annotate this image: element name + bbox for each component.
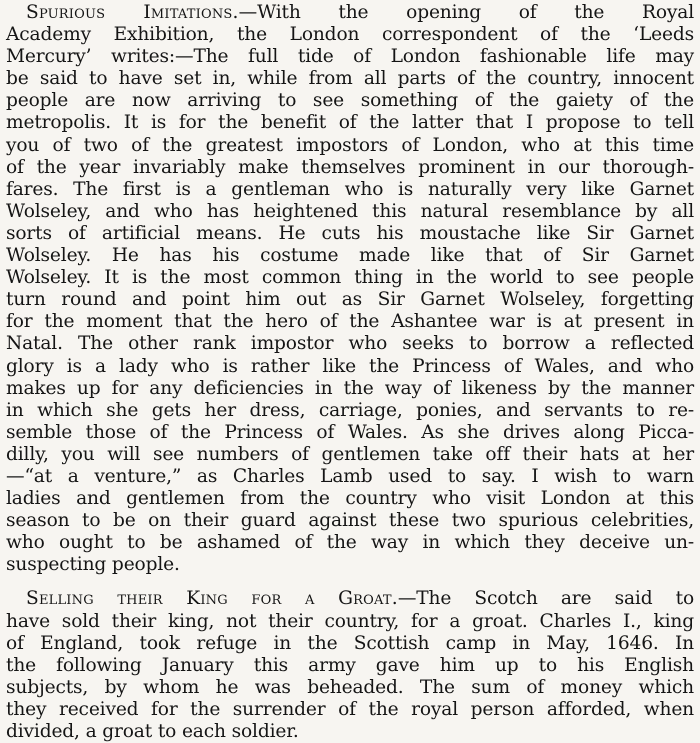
article-line: semble those of the Princess of Wales. As she drives along Picca- xyxy=(6,421,694,443)
article-line: of the year invariably make themselves prominent in our thorough- xyxy=(6,156,694,178)
article-line: Academy Exhibition, the London correspondent of the ‘Leeds xyxy=(6,24,694,46)
article-line: divided, a groat to each soldier. xyxy=(6,721,299,742)
article-line: —“at a venture,” as Charles Lamb used to say. I wish to warn xyxy=(6,465,694,487)
article-spurious-imitations xyxy=(6,2,694,576)
article-line: people are now arriving to see something of the gaiety of the xyxy=(6,90,694,112)
article-line: of England, took refuge in the Scottish camp in May, 1646. In xyxy=(6,632,694,654)
article-line: they received for the surrender of the royal person afforded, when xyxy=(6,698,694,720)
article-line: you of two of the greatest impostors of London, who at this time xyxy=(6,134,694,156)
article-line: Selling their King for a Groat.—The Scotch are said to xyxy=(26,588,694,610)
article-heading: Spurious Imitations. xyxy=(26,2,239,23)
article-line: ladies and gentlemen from the country who visit London at this xyxy=(6,488,694,510)
article-line: fares. The first is a gentleman who is naturally very like Garnet xyxy=(6,178,694,200)
article-line: Wolseley, and who has heightened this natural resemblance by all xyxy=(6,200,694,222)
article-line: Wolseley. He has his costume made like that of Sir Garnet xyxy=(6,245,694,267)
article-line: metropolis. It is for the benefit of the latter that I propose to tell xyxy=(6,112,694,134)
article-line: sorts of artificial means. He cuts his moustache like Sir Garnet xyxy=(6,222,694,244)
article-line: turn round and point him out as Sir Garnet Wolseley, forgetting xyxy=(6,289,694,311)
article-line: glory is a lady who is rather like the Princess of Wales, and who xyxy=(6,355,694,377)
article-line: in which she gets her dress, carriage, ponies, and servants to re- xyxy=(6,399,694,421)
article-line: subjects, by whom he was beheaded. The sum of money which xyxy=(6,676,694,698)
article-line: have sold their king, not their country, for a groat. Charles I., king xyxy=(6,610,694,632)
article-line: Spurious Imitations.—With the opening of the Royal xyxy=(26,2,694,23)
article-line: season to be on their guard against these two spurious celebrities, xyxy=(6,510,694,532)
article-line: for the moment that the hero of the Ashantee war is at present in xyxy=(6,311,694,333)
article-line: dilly, you will see numbers of gentlemen take off their hats at her xyxy=(6,443,694,465)
article-line: Wolseley. It is the most common thing in the world to see people xyxy=(6,267,694,289)
article-heading: Selling their King for a Groat. xyxy=(26,588,398,610)
article-selling-their-king xyxy=(6,588,694,743)
article-line: who ought to be ashamed of the way in which they deceive un- xyxy=(6,532,694,554)
article-line: Mercury’ writes:—The full tide of London fashionable life may xyxy=(6,46,694,68)
article-line: Natal. The other rank impostor who seeks to borrow a reflected xyxy=(6,333,694,355)
article-line: be said to have set in, while from all parts of the country, innocent xyxy=(6,68,694,90)
article-line: the following January this army gave him up to his English xyxy=(6,654,694,676)
article-line: makes up for any deficiencies in the way of likeness by the manner xyxy=(6,377,694,399)
article-line: suspecting people. xyxy=(6,554,180,576)
